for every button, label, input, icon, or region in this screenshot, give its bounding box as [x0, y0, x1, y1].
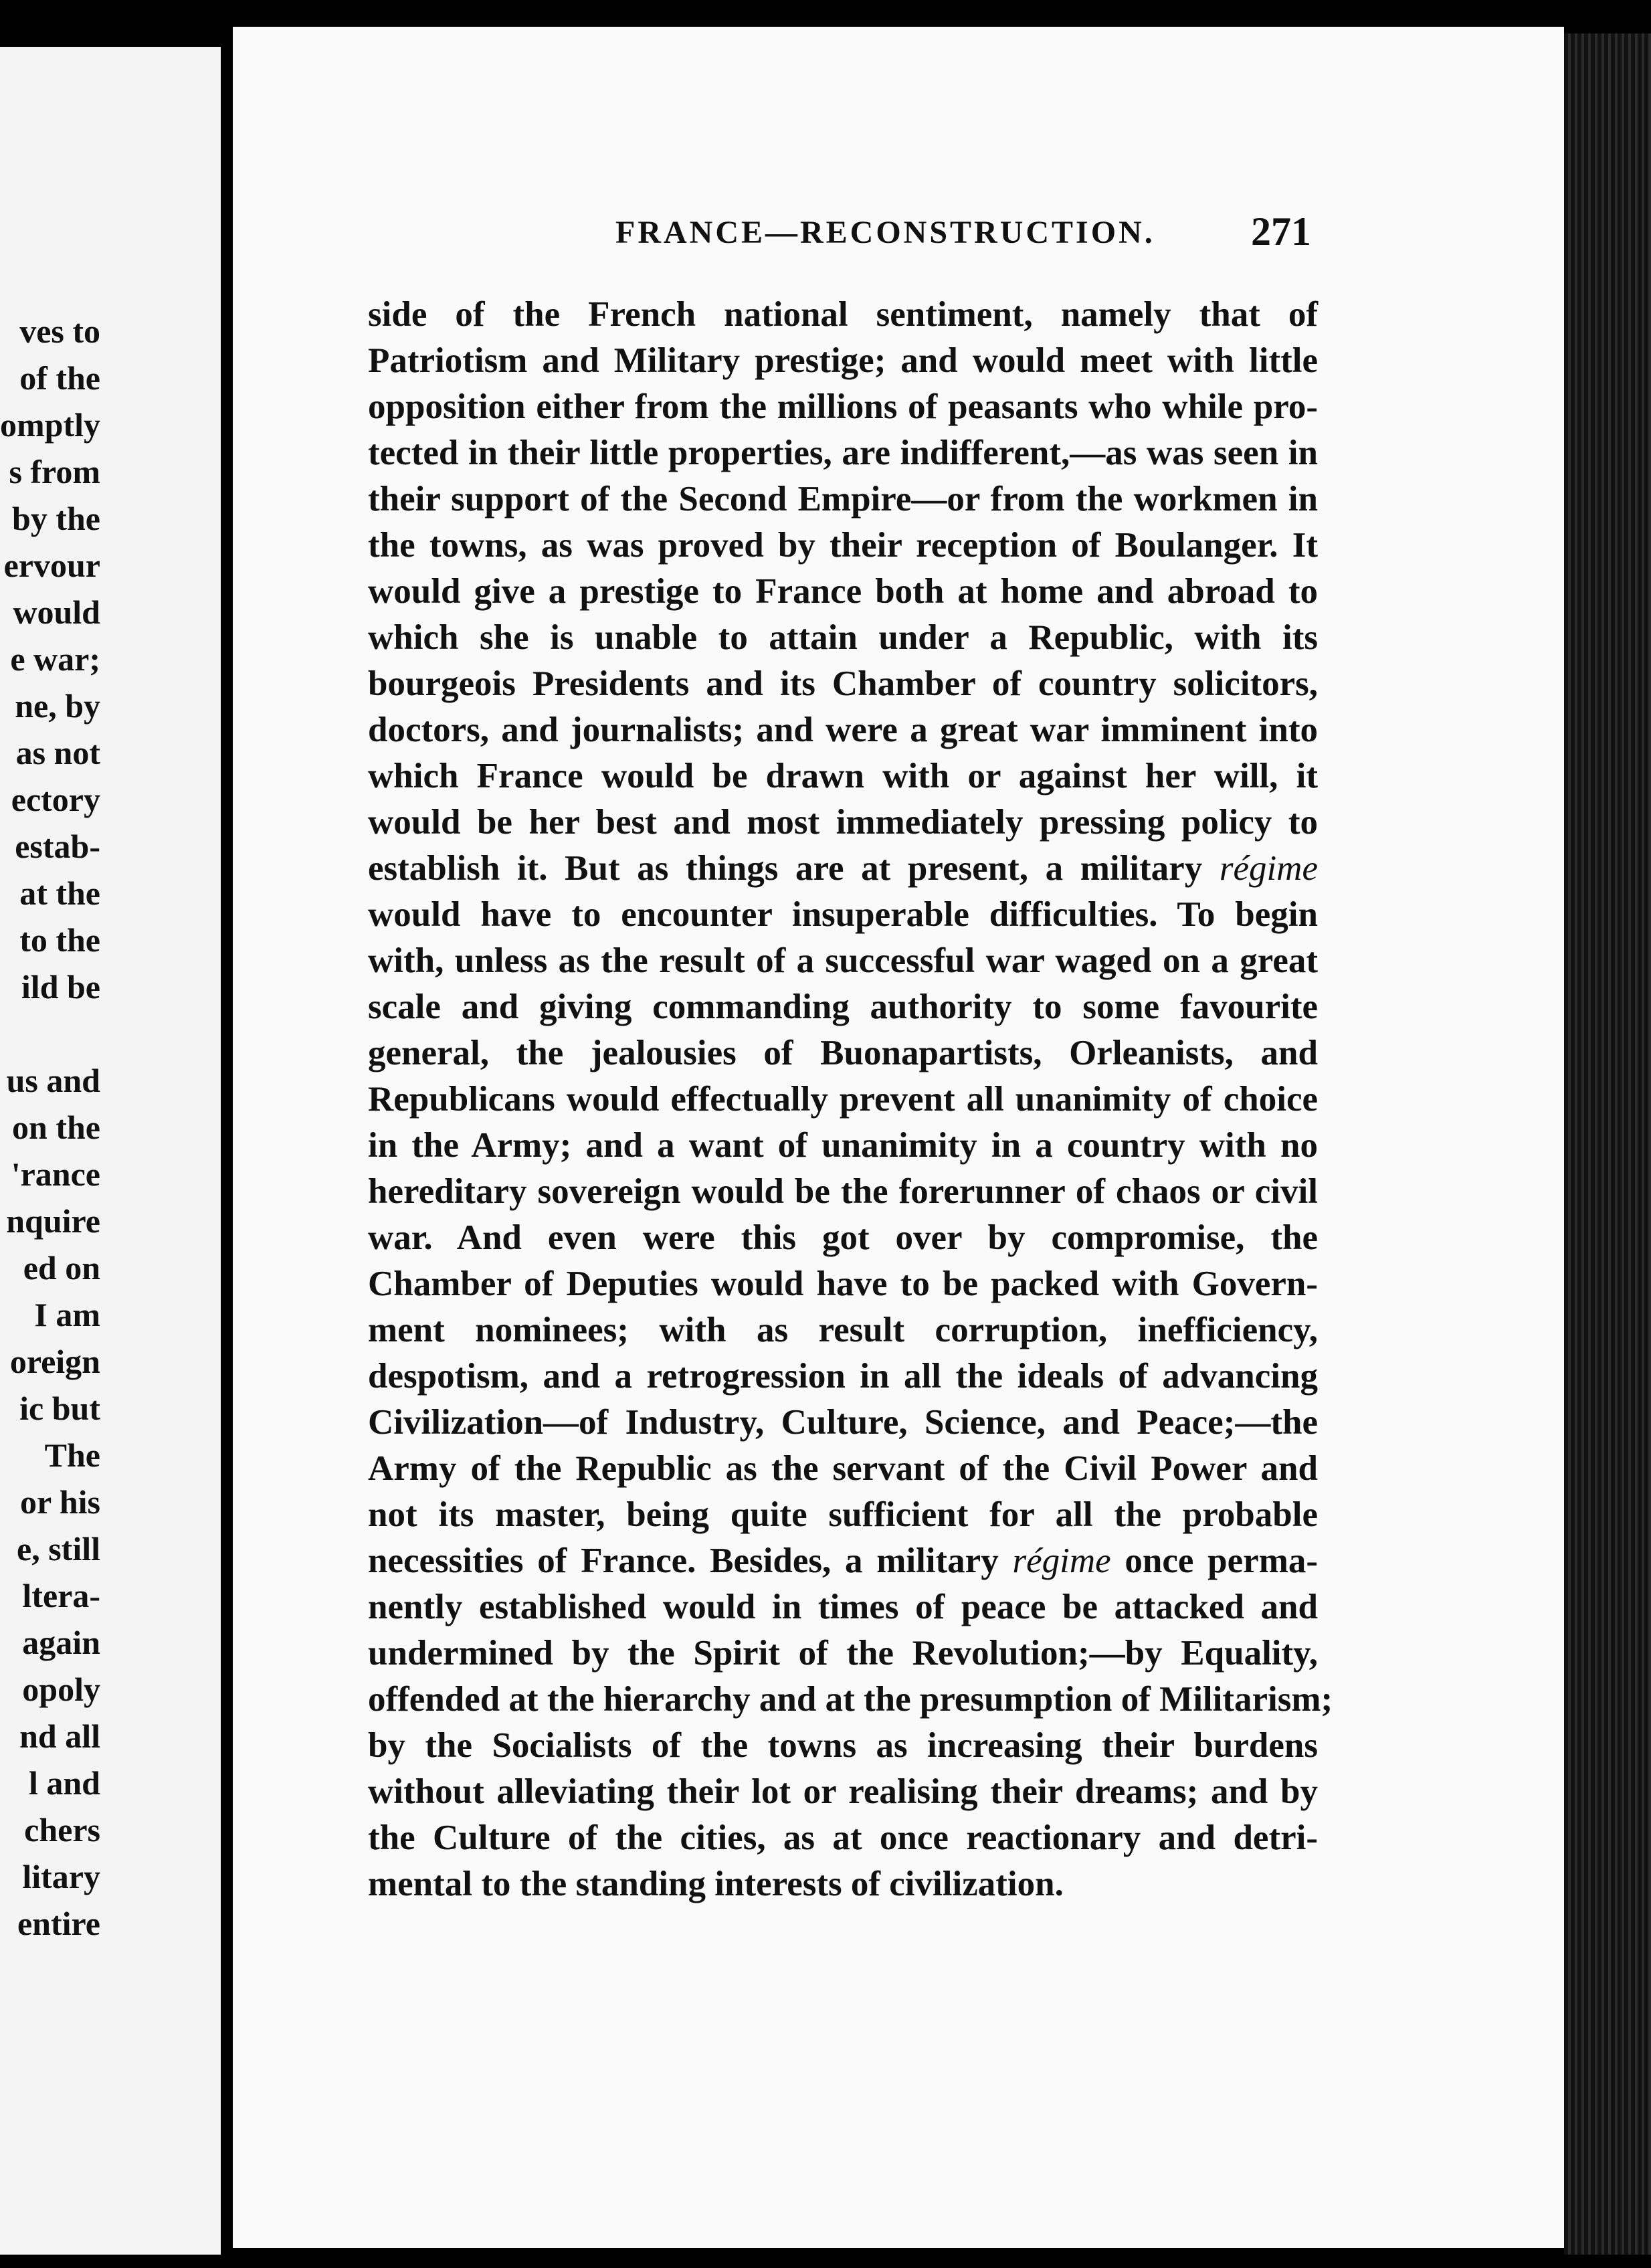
text-line: their support of the Second Empire—or from the workmen in — [368, 480, 1318, 518]
text-line: mental to the standing interests of civilization. — [368, 1865, 1064, 1903]
left-text-fragment: omptly — [0, 406, 100, 444]
text-line: bourgeois Presidents and its Chamber of country solicitors, — [368, 664, 1318, 703]
left-text-fragment: or his — [20, 1483, 100, 1521]
left-text-fragment: chers — [24, 1811, 100, 1849]
page-edges — [1564, 33, 1651, 2255]
text-line: undermined by the Spirit of the Revolution;—by Equality, — [368, 1634, 1318, 1673]
text-line: ment nominees; with as result corruption, inefficiency, — [368, 1311, 1318, 1349]
left-text-fragment: would — [13, 593, 100, 631]
left-text-fragment: nd all — [19, 1717, 100, 1755]
text-line: would give a prestige to France both at home and abroad to — [368, 572, 1318, 611]
left-text-fragment — [0, 1010, 100, 1057]
text-line: Patriotism and Military prestige; and would meet with little — [368, 341, 1318, 380]
text-line: by the Socialists of the towns as increasing their burdens — [368, 1726, 1318, 1765]
text-line: without alleviating their lot or realising their dreams; and by — [368, 1772, 1318, 1811]
text-line: scale and giving commanding authority to some favourite — [368, 987, 1318, 1026]
left-text-fragment: at the — [19, 874, 100, 912]
left-text-fragment: e war; — [10, 640, 100, 678]
text-line: in the Army; and a want of unanimity in a country with no — [368, 1126, 1318, 1165]
left-text-fragment: ectory — [11, 781, 100, 818]
text-line: war. And even were this got over by compromise, the — [368, 1218, 1318, 1257]
left-text-fragment: litary — [22, 1858, 100, 1895]
text-line: Army of the Republic as the servant of the Civil Power and — [368, 1449, 1318, 1488]
left-text-fragment: us and — [6, 1062, 100, 1099]
left-text-fragment: s from — [9, 453, 100, 490]
left-text-fragment: opoly — [22, 1671, 100, 1708]
text-line: which France would be drawn with or against her will, it — [368, 757, 1318, 795]
text-line: Chamber of Deputies would have to be packed with Govern- — [368, 1264, 1318, 1303]
left-text-fragment: nquire — [6, 1202, 100, 1240]
body-text — [368, 292, 1333, 1907]
left-text-fragment: ild be — [21, 968, 100, 1006]
left-text-fragment: ic but — [19, 1390, 100, 1427]
left-text-fragment: estab- — [15, 828, 100, 865]
text-line: would be her best and most immediately pressing policy to — [368, 803, 1318, 842]
text-line: the Culture of the cities, as at once reactionary and detri- — [368, 1818, 1318, 1857]
text-line: not its master, being quite sufficient for all the probable — [368, 1495, 1318, 1534]
text-line: opposition either from the millions of peasants who while pro- — [368, 387, 1318, 426]
left-page-text — [0, 308, 100, 1947]
page-number: 271 — [1251, 209, 1311, 254]
text-line: tected in their little properties, are indifferent,—as was seen in — [368, 434, 1318, 472]
text-line: Civilization—of Industry, Culture, Science, and Peace;—the — [368, 1403, 1318, 1442]
text-line: Republicans would effectually prevent all unanimity of choice — [368, 1080, 1318, 1119]
book-gutter — [221, 27, 233, 2248]
left-page — [0, 47, 221, 2255]
left-text-fragment: on the — [12, 1109, 100, 1146]
left-text-fragment: of the — [19, 359, 100, 397]
text-line: would have to encounter insuperable difficulties. To begin — [368, 895, 1318, 934]
text-line: nently established would in times of peace be attacked and — [368, 1588, 1318, 1626]
left-text-fragment: as not — [15, 734, 100, 771]
left-text-fragment: ne, by — [15, 687, 100, 725]
left-text-fragment: to the — [19, 921, 100, 959]
running-head — [368, 209, 1311, 261]
text-line: establish it. But as things are at present, a military régime — [368, 849, 1318, 888]
left-text-fragment: by the — [12, 500, 100, 537]
text-line: despotism, and a retrogression in all the ideals of advancing — [368, 1357, 1318, 1396]
left-text-fragment: e, still — [17, 1530, 100, 1568]
running-head-title: FRANCE—RECONSTRUCTION. — [615, 215, 1155, 250]
left-text-fragment: ves to — [19, 312, 100, 350]
left-text-fragment: again — [22, 1624, 100, 1661]
left-text-fragment: oreign — [9, 1343, 100, 1380]
left-text-fragment: The — [44, 1436, 100, 1474]
left-text-fragment: ervour — [3, 547, 100, 584]
left-text-fragment: entire — [17, 1905, 100, 1942]
left-text-fragment: l and — [28, 1764, 100, 1802]
text-line: with, unless as the result of a successful war waged on a great — [368, 941, 1318, 980]
text-line: necessities of France. Besides, a military régime once perma- — [368, 1541, 1318, 1580]
text-line: the towns, as was proved by their reception of Boulanger. It — [368, 526, 1318, 565]
text-line: hereditary sovereign would be the forerunner of chaos or civil — [368, 1172, 1318, 1211]
text-line: offended at the hierarchy and at the presumption of Militarism; — [368, 1680, 1333, 1719]
left-text-fragment: 'rance — [11, 1155, 100, 1193]
left-text-fragment: ltera- — [22, 1577, 100, 1614]
left-text-fragment: I am — [34, 1296, 100, 1333]
text-line: general, the jealousies of Buonapartists, Orleanists, and — [368, 1034, 1318, 1072]
left-text-fragment: ed on — [23, 1249, 100, 1287]
text-line: doctors, and journalists; and were a great war imminent into — [368, 711, 1318, 749]
text-line: side of the French national sentiment, namely that of — [368, 295, 1318, 334]
text-line: which she is unable to attain under a Republic, with its — [368, 618, 1318, 657]
